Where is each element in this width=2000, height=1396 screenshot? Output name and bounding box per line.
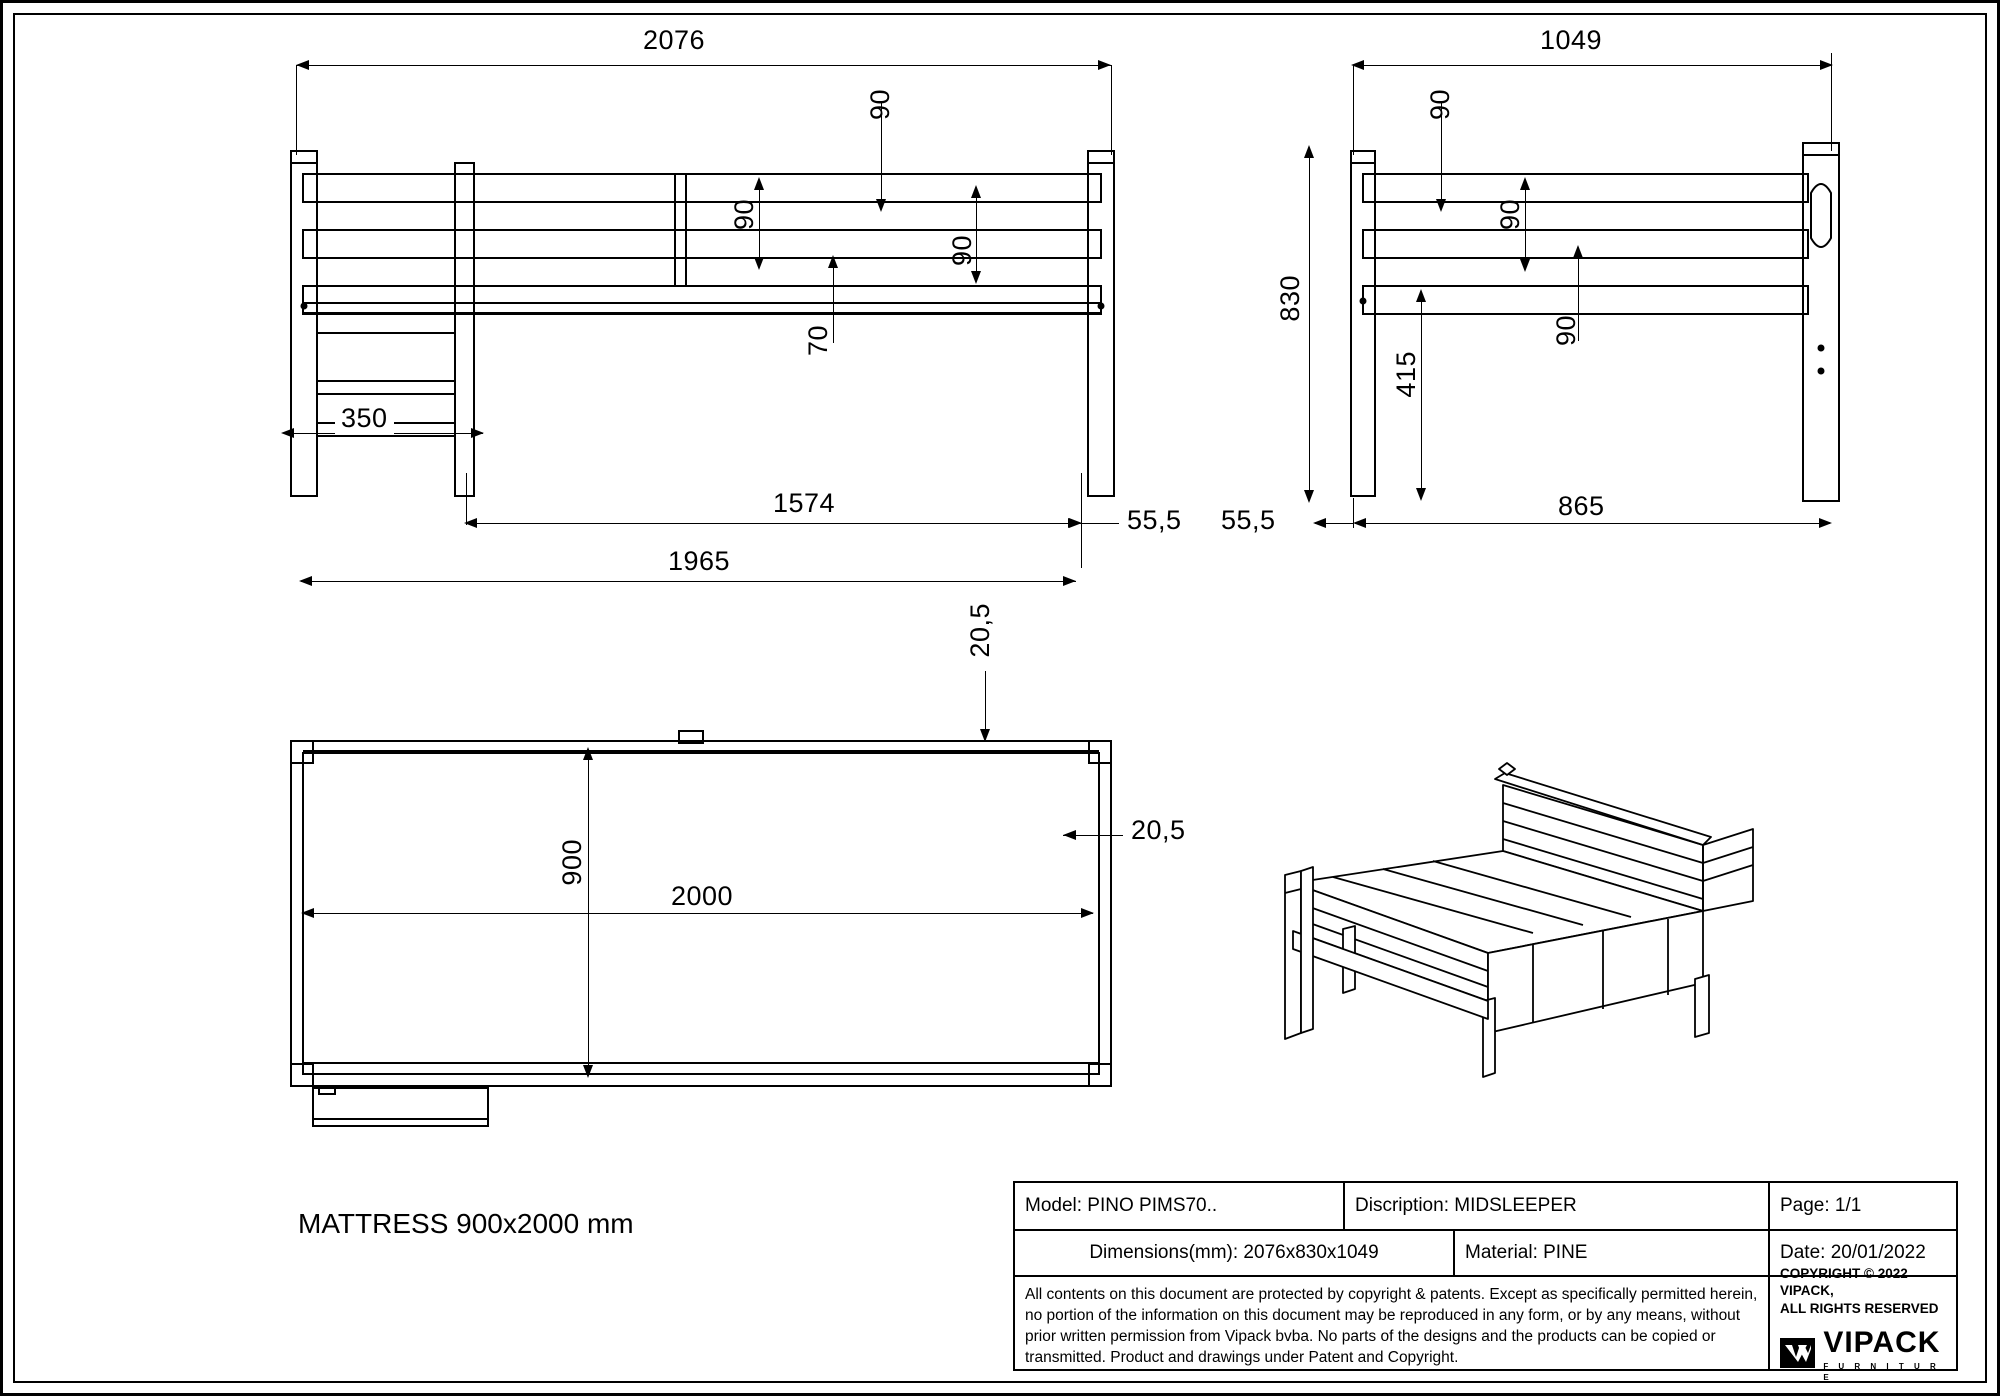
dim-arrow-right-2076 bbox=[1098, 60, 1111, 70]
front-view bbox=[3, 3, 1203, 623]
description-cell: Discription: MIDSLEEPER bbox=[1345, 1183, 1770, 1229]
dim-90-mid: 90 bbox=[729, 199, 759, 231]
dim-1574: 1574 bbox=[773, 488, 836, 518]
dim-830: 830 bbox=[1275, 275, 1305, 322]
dim-arrow-left-2000 bbox=[301, 908, 314, 918]
dimensions-cell: Dimensions(mm): 2076x830x1049 bbox=[1015, 1231, 1455, 1275]
dim-line-555 bbox=[1081, 523, 1119, 524]
dim-900: 900 bbox=[557, 833, 588, 892]
dim-line-1965 bbox=[301, 581, 1076, 582]
dim-865: 865 bbox=[1558, 491, 1605, 521]
brand-subtitle: F U R N I T U R E bbox=[1823, 1362, 1940, 1382]
dim-arrow-down-830 bbox=[1304, 490, 1314, 503]
dim-line-1574 bbox=[466, 523, 1081, 524]
mattress-note: MATTRESS 900x2000 mm bbox=[298, 1208, 634, 1239]
copyright-line-2: ALL RIGHTS RESERVED bbox=[1780, 1300, 1939, 1316]
dim-line-865 bbox=[1355, 523, 1830, 524]
dim-2000: 2000 bbox=[663, 881, 741, 912]
dim-line-2076 bbox=[296, 65, 1111, 66]
dim-line-2000 bbox=[303, 913, 1093, 914]
dim-arrow-up-900 bbox=[583, 747, 593, 760]
title-block bbox=[1013, 1181, 1958, 1382]
dim-arrow-right-1965 bbox=[1063, 576, 1076, 586]
copyright-line-1: COPYRIGHT © 2022 VIPACK, bbox=[1780, 1265, 1908, 1299]
top-view-geometry bbox=[3, 623, 1203, 1183]
dim-arrow-right-350 bbox=[471, 428, 484, 438]
dim-arrow-90-side-top bbox=[1436, 199, 1446, 212]
dim-arrow-555-side bbox=[1313, 518, 1326, 528]
dim-70: 90 bbox=[947, 235, 977, 267]
dim-arrow-up-90-side-mid bbox=[1520, 177, 1530, 190]
dim-90-side-top: 90 bbox=[1425, 89, 1455, 121]
dim-arrow-20-5-right bbox=[1063, 830, 1076, 840]
dim-arrow-up-90-side-right bbox=[1573, 245, 1583, 258]
dim-arrow-left-350 bbox=[281, 428, 294, 438]
logo-cell bbox=[1770, 1265, 1956, 1382]
ext-line-1574-left bbox=[466, 473, 467, 525]
top-view bbox=[3, 603, 1203, 1183]
dim-arrow-right-865 bbox=[1819, 518, 1832, 528]
dim-415: 415 bbox=[1391, 351, 1421, 398]
front-view-geometry bbox=[3, 3, 1203, 623]
side-view-geometry bbox=[1203, 3, 2000, 623]
dim-arrow-left-2076 bbox=[296, 60, 309, 70]
dim-arrow-up-70 bbox=[971, 185, 981, 198]
dim-90-side-right: 90 bbox=[1551, 315, 1581, 347]
dim-arrow-555 bbox=[1069, 518, 1082, 528]
date-cell: Date: 20/01/2022 bbox=[1780, 1242, 1926, 1263]
dim-90-side-mid: 90 bbox=[1495, 199, 1525, 231]
dim-arrow-up-90-lower bbox=[828, 255, 838, 268]
dim-2076: 2076 bbox=[643, 25, 706, 55]
dim-line-1049 bbox=[1353, 65, 1831, 66]
dim-350: 350 bbox=[335, 403, 394, 434]
dim-20-5-right: 20,5 bbox=[1131, 815, 1186, 845]
side-view bbox=[1203, 3, 2000, 623]
dim-arrow-20-5-top bbox=[980, 729, 990, 742]
dim-55-5-side: 55,5 bbox=[1221, 505, 1276, 535]
ext-line-1049-left bbox=[1353, 65, 1354, 155]
dim-90-top: 90 bbox=[865, 89, 895, 121]
dim-arrow-up-415 bbox=[1416, 289, 1426, 302]
dim-arrow-down-90-mid bbox=[754, 257, 764, 270]
dim-arrow-down-900 bbox=[583, 1065, 593, 1078]
dim-arrow-left-865 bbox=[1353, 518, 1366, 528]
dim-55-5: 55,5 bbox=[1127, 505, 1182, 535]
vipack-mark-icon bbox=[1780, 1338, 1815, 1368]
legal-text: All contents on this document are protected by copyright & patents. Except as specifically permitted herein, no portion of the information on this document may be reproduced in any form, or by any means, without prior written permission from Vipack bvba. No parts of the designs and the products can be copied or transmitted. Product and drawings under Patent and Copyright. bbox=[1015, 1277, 1770, 1371]
dim-arrow-down-415 bbox=[1416, 488, 1426, 501]
dim-20-5-top: 20,5 bbox=[965, 603, 995, 658]
dim-line-830 bbox=[1309, 153, 1310, 498]
ext-line-2076-right bbox=[1111, 65, 1112, 155]
dim-arrow-90-top bbox=[876, 199, 886, 212]
dim-arrow-up-90-mid bbox=[754, 177, 764, 190]
dim-arrow-right-2000 bbox=[1081, 908, 1094, 918]
ext-line-1049-right bbox=[1831, 53, 1832, 151]
dim-arrow-down-70 bbox=[971, 271, 981, 284]
dim-1049: 1049 bbox=[1540, 25, 1603, 55]
dim-line-20-5-top bbox=[985, 671, 986, 737]
dim-90-lower: 70 bbox=[803, 325, 833, 357]
model-cell: Model: PINO PIMS70.. bbox=[1015, 1183, 1345, 1229]
brand-name: VIPACK bbox=[1823, 1326, 1941, 1360]
dim-1965: 1965 bbox=[668, 546, 731, 576]
isometric-view bbox=[1233, 733, 1853, 1153]
vipack-logo bbox=[1780, 1323, 1946, 1383]
ext-line-2076-left bbox=[296, 65, 297, 155]
title-block-row-1 bbox=[1015, 1183, 1956, 1231]
material-cell: Material: PINE bbox=[1455, 1231, 1770, 1275]
isometric-geometry bbox=[1233, 733, 1853, 1153]
double-chevron-icon bbox=[1784, 1343, 1812, 1363]
dim-arrow-up-830 bbox=[1304, 145, 1314, 158]
dim-arrow-left-1965 bbox=[299, 576, 312, 586]
page-cell: Page: 1/1 bbox=[1780, 1195, 1862, 1216]
title-block-row-3 bbox=[1015, 1265, 1956, 1382]
dim-arrow-down-90-side-mid bbox=[1520, 259, 1530, 272]
